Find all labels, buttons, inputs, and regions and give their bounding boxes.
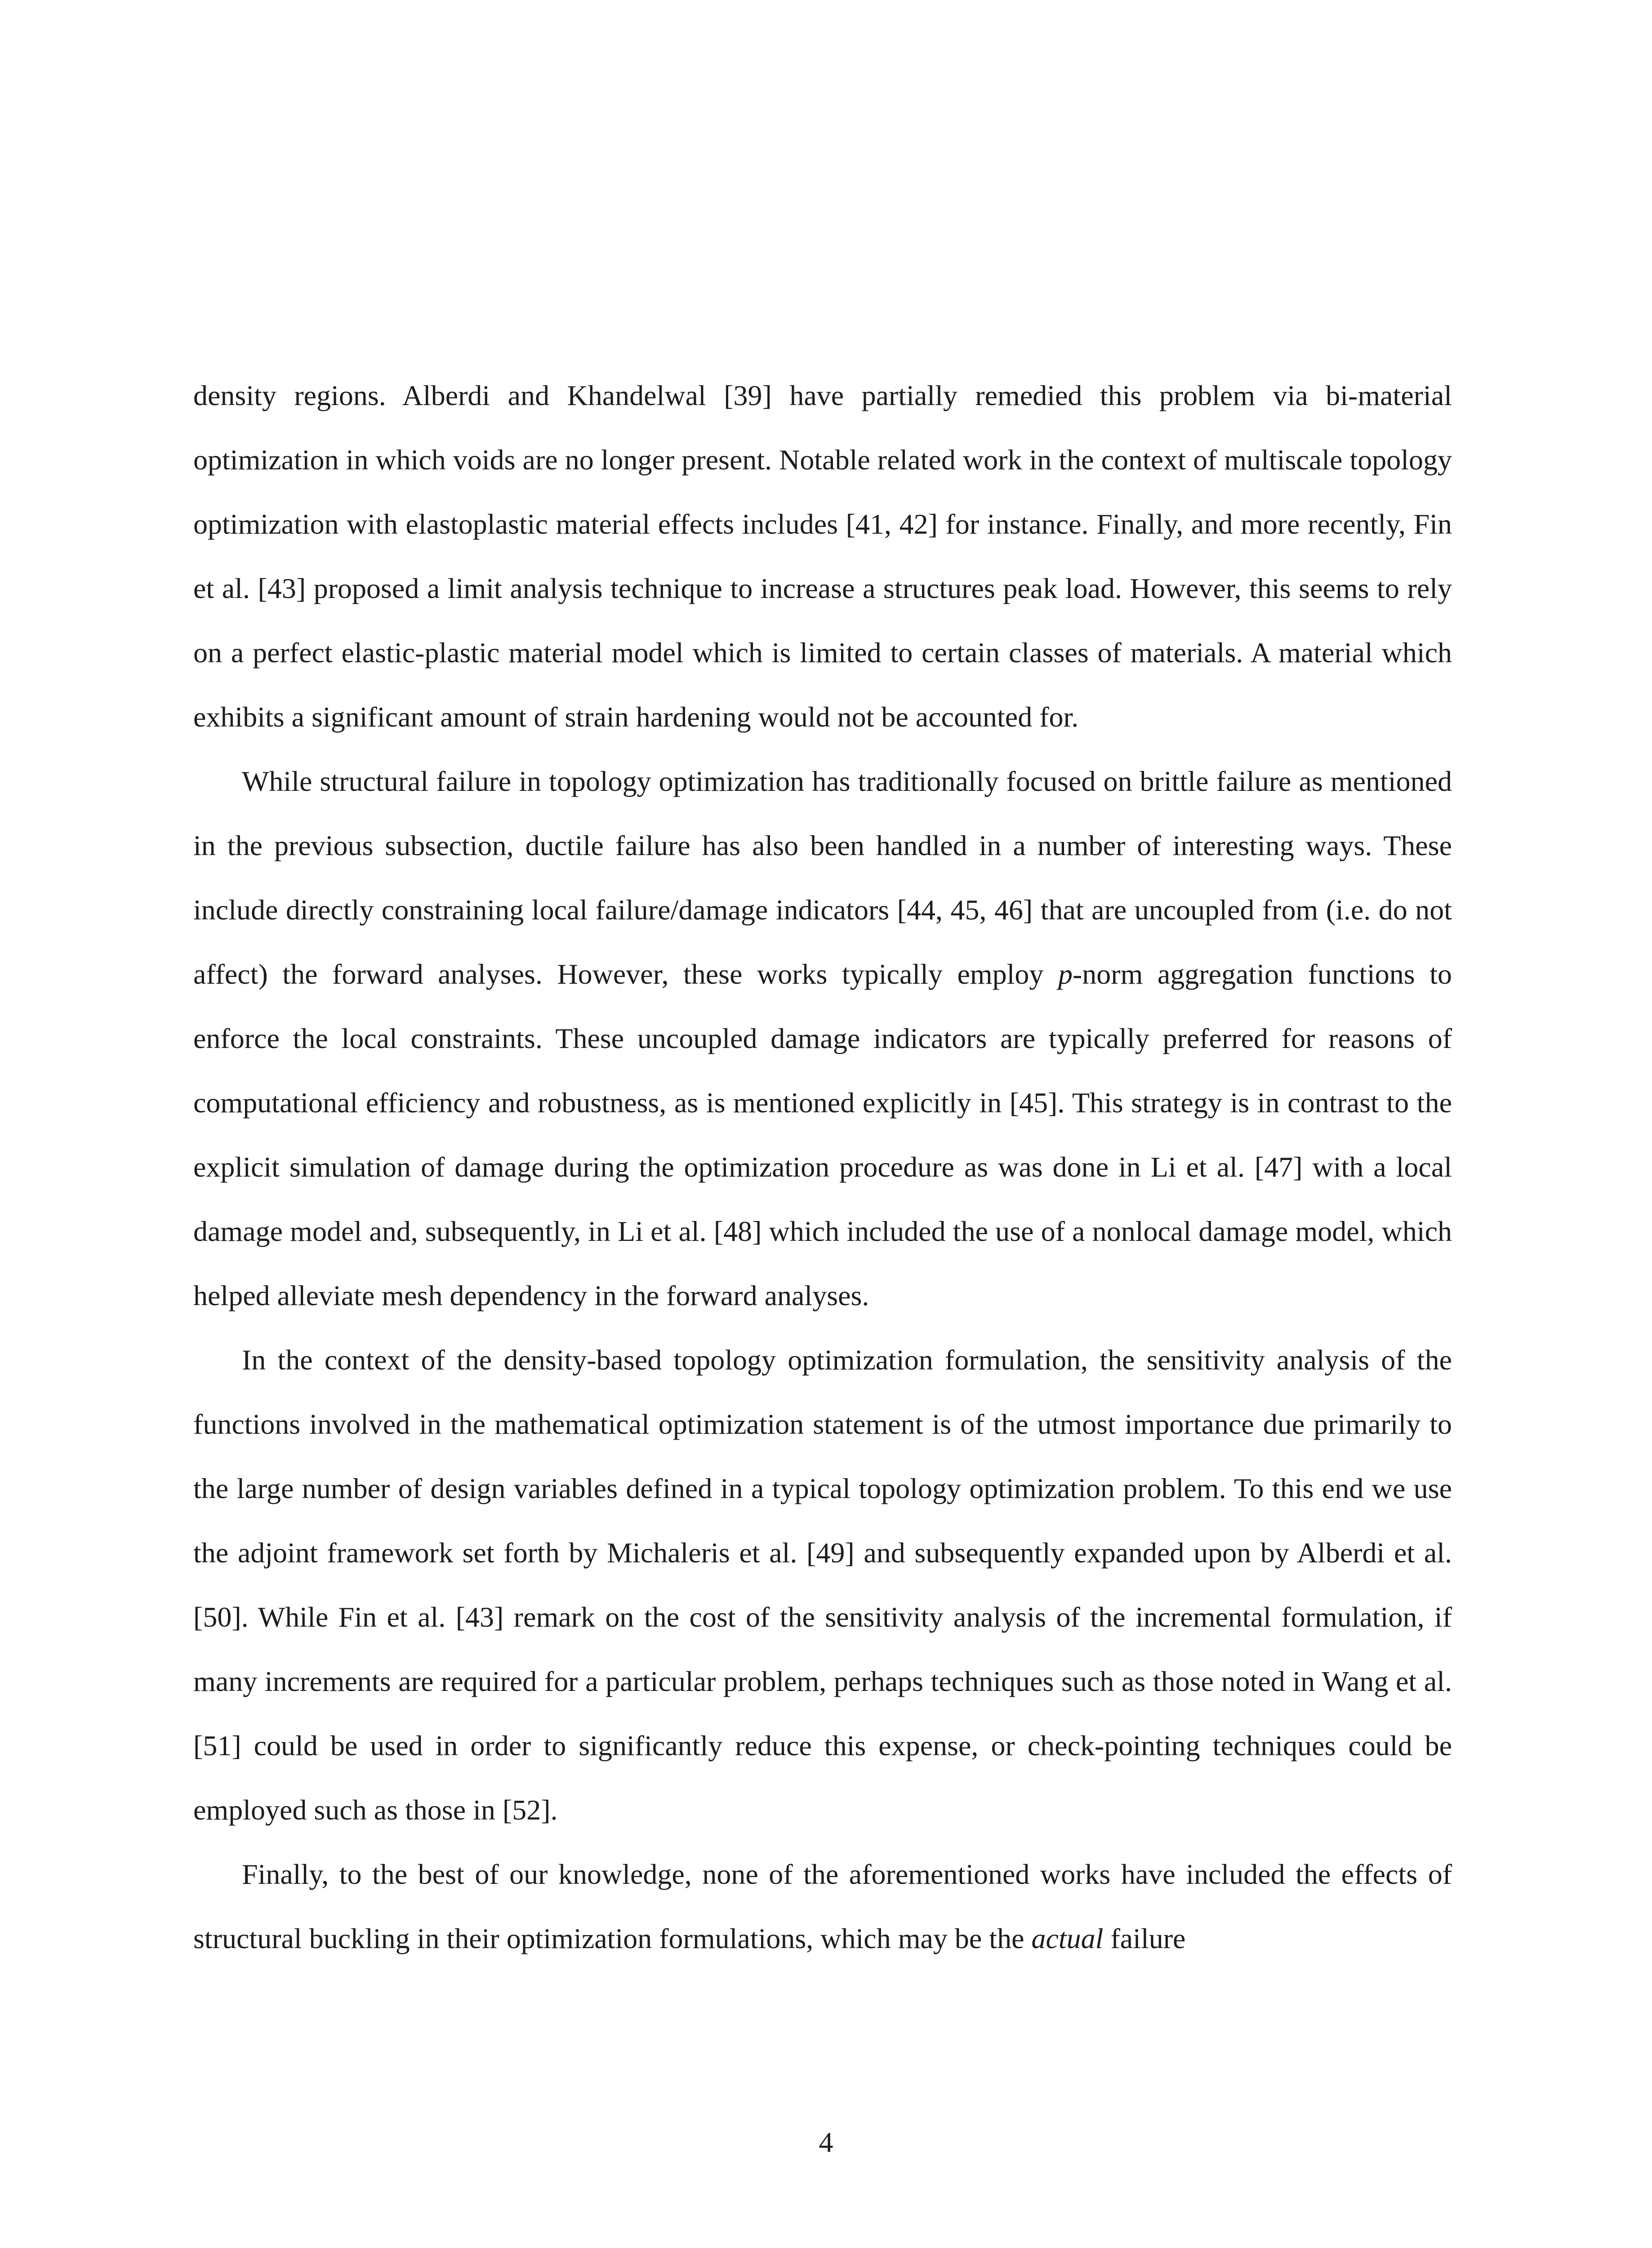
text-run: Finally, to the best of our knowledge, none of the aforementioned works have included the effects of structural buckling in their optimization formulations, which may be the [193, 1858, 1452, 1954]
paragraph-p3 [193, 1328, 1452, 1842]
page-number: 4 [819, 2126, 833, 2158]
body-text [193, 363, 1452, 1971]
italic-text: actual [1031, 1922, 1104, 1954]
text-run: failure [1103, 1922, 1186, 1954]
paragraph-p1 [193, 363, 1452, 749]
paragraph-p4 [193, 1842, 1452, 1971]
text-run: In the context of the density-based topology optimization formulation, the sensitivity analysis of the functions involved in the mathematical optimization statement is of the utmost importance due primarily to the large number of design variables defined in a typical topology optimization problem. To this end we use the adjoint framework set forth by Michaleris et al. [49] and subsequently expanded upon by Alberdi et al. [50]. While Fin et al. [43] remark on the cost of the sensitivity analysis of the incremental formulation, if many increments are required for a particular problem, perhaps techniques such as those noted in Wang et al. [51] could be used in order to significantly reduce this expense, or check-pointing techniques could be employed such as those in [52]. [193, 1344, 1452, 1826]
text-run: -norm aggregation functions to enforce the local constraints. These uncoupled damage indicators are typically preferred for reasons of computational efficiency and robustness, as is mentioned explicitly in [45]. This strategy is in contrast to the explicit simulation of damage during the optimization procedure as was done in Li et al. [47] with a local damage model and, subsequently, in Li et al. [48] which included the use of a nonlocal damage model, which helped alleviate mesh dependency in the forward analyses. [193, 958, 1452, 1311]
italic-text: p [1058, 958, 1073, 990]
text-run: While structural failure in topology optimization has traditionally focused on brittle failure as mentioned in the previous subsection, ductile failure has also been handled in a number of interesting ways. These include directly constraining local failure/damage indicators [44, 45, 46] that are uncoupled from (i.e. do not affect) the forward analyses. However, these works typically employ [193, 765, 1452, 990]
paragraph-p2 [193, 749, 1452, 1328]
text-run: density regions. Alberdi and Khandelwal [39] have partially remedied this problem via bi-material optimization in which voids are no longer present. Notable related work in the context of multiscale topology optimization with elastoplastic material effects includes [41, 42] for instance. Finally, and more recently, Fin et al. [43] proposed a limit analysis technique to increase a structures peak load. However, this seems to rely on a perfect elastic-plastic material model which is limited to certain classes of materials. A material which exhibits a significant amount of strain hardening would not be accounted for. [193, 379, 1452, 733]
